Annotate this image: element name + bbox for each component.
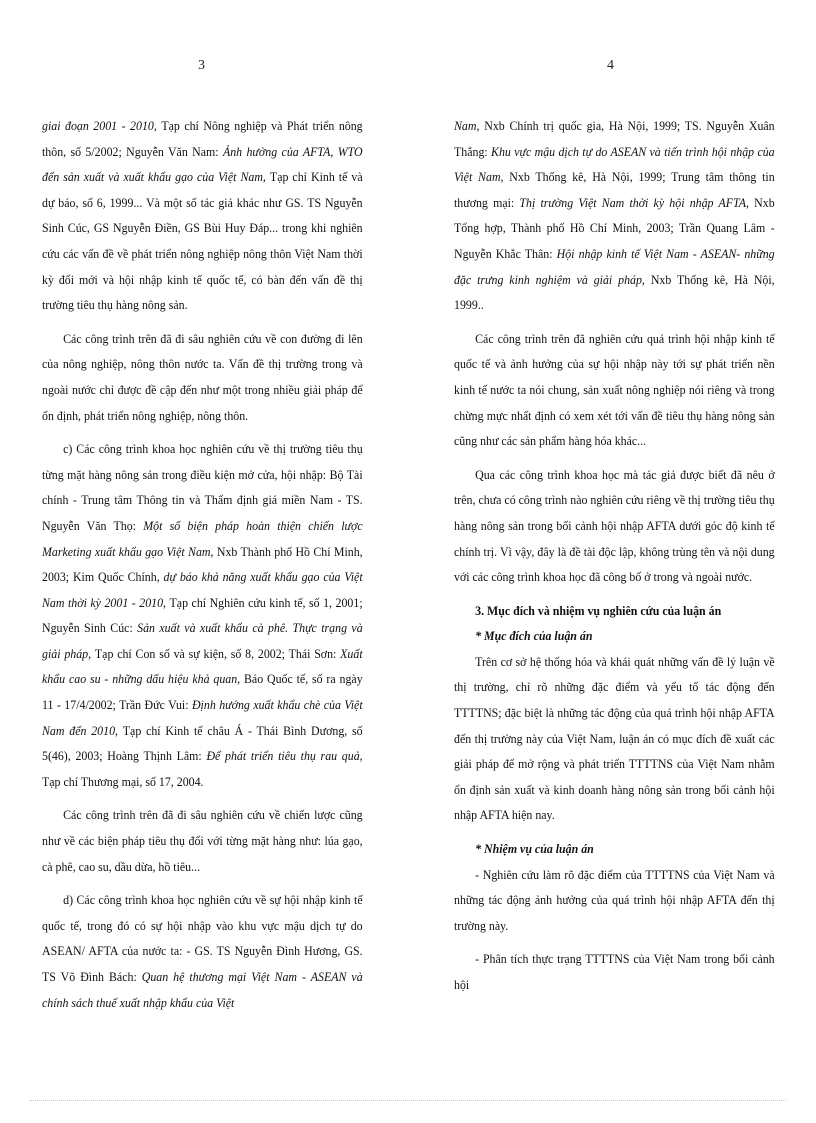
section-heading: 3. Mục đích và nhiệm vụ nghiên cứu của luận án — [475, 603, 722, 618]
paragraph — [42, 888, 363, 1016]
text-run: Tạp chí Kinh tế châu Á - Thái Bình Dương, số 5(46), 2003; Hoàng Thịnh Lâm: — [42, 723, 363, 764]
text-run: d) Các công trình khoa học nghiên cứu về sự hội nhập kinh tế quốc tế, trong đó có sự hội nhập vào khu vực mậu dịch tự do ASEAN/ AFTA của nước ta: - GS. TS Nguyễn Đình Hương, GS. TS Võ Đình Bách: — [42, 893, 363, 984]
italic-text-run: giai đoạn 2001 - 2010, — [42, 119, 162, 133]
text-run: Nxb Thành phố Hồ Chí Minh, 2003; Kim Quốc Chính, — [42, 544, 363, 585]
italic-text-run: Nam, — [454, 119, 485, 133]
subsection-heading-purpose: * Mục đích của luận án — [475, 629, 593, 644]
italic-text-run: Xuất khẩu cao su - những dấu hiệu khả quan, — [42, 646, 363, 687]
text-run: Tạp chí Thương mại, số 17, 2004. — [42, 774, 204, 789]
text-run: c) Các công trình khoa học nghiên cứu về thị trường tiêu thụ từng mặt hàng nông sản trong điều kiện mở cửa, hội nhập: Bộ Tài chính - Trung tâm Thông tin và Thẩm định giá miền Nam - TS. Nguyễn Văn Thọ: — [42, 442, 363, 533]
text-run: Tạp chí Kinh tế và dự báo, số 6, 1999... Và một số tác giả khác như GS. TS Nguyễn Sinh Cúc, GS Nguyễn Điền, GS Bùi Huy Đáp... trong khi nghiên cứu các vấn đề về phát triển nông nghiệp nông thôn Việt Nam thời kỳ đổi mới và hội nhập kinh tế quốc tế, có bàn đến vấn đề thị trường tiêu thụ hàng nông sản. — [42, 170, 363, 313]
text-run: Các công trình trên đã nghiên cứu quá trình hội nhập kinh tế quốc tế và ảnh hưởng của sự hội nhập này tới sự phát triển nền kinh tế nước ta nói chung, sản xuất nông nghiệp nói riêng và trong chừng mực nhất định có xem xét tới vấn đề tiêu thụ hàng nông sản cũng như các sản phẩm hàng hóa khác... — [454, 331, 775, 449]
paragraph — [42, 803, 363, 880]
paragraph — [42, 114, 363, 319]
text-run: - Phân tích thực trạng TTTTNS của Việt Nam trong bối cảnh hội — [454, 952, 775, 992]
page-number-left: 3 — [198, 58, 205, 73]
text-run: Nxb Chính trị quốc gia, Hà Nội, 1999; TS. Nguyễn Xuân Thắng: — [454, 119, 775, 159]
text-run: Tạp chí Nghiên cứu kinh tế, số 1, 2001; Nguyễn Sinh Cúc: — [42, 595, 363, 636]
paragraph — [454, 863, 775, 940]
italic-text-run: Định hướng xuất khẩu chè của Việt Nam đến 2010, — [42, 698, 363, 738]
paragraph — [454, 650, 775, 829]
paragraph — [454, 463, 775, 591]
paragraph — [454, 327, 775, 455]
text-run: Tạp chí Nông nghiệp và Phát triển nông thôn, số 5/2002; Nguyễn Văn Nam: — [42, 119, 363, 159]
italic-text-run: Ảnh hưởng của AFTA, WTO đến sản xuất và xuất khẩu gạo của Việt Nam, — [42, 144, 363, 185]
text-run: Nxb Tổng hợp, Thành phố Hồ Chí Minh, 2003; Trần Quang Lâm - Nguyễn Khắc Thân: — [454, 195, 775, 261]
paragraph — [454, 114, 775, 319]
paragraph — [42, 437, 363, 795]
page-number-right: 4 — [607, 58, 614, 73]
text-run: Các công trình trên đã đi sâu nghiên cứu về con đường đi lên của nông nghiệp, nông thôn nước ta. Vấn đề thị trường trong và ngoài nước chỉ được đề cập đến như một trong nhiều giải pháp để ổn định, phát triển nông nghiệp, nông thôn. — [42, 331, 363, 423]
italic-text-run: Quan hệ thương mại Việt Nam - ASEAN và chính sách thuế xuất nhập khẩu của Việt — [42, 970, 363, 1010]
paragraph — [42, 327, 363, 429]
text-run: - Nghiên cứu làm rõ đặc điểm của TTTTNS của Việt Nam và những tác động ảnh hưởng của quá trình hội nhập AFTA đến thị trường này. — [454, 867, 775, 933]
paragraph — [454, 947, 775, 998]
italic-text-run: Hội nhập kinh tế Việt Nam - ASEAN- những đặc trưng kinh nghiệm và giải pháp, — [454, 246, 775, 287]
subsection-heading-tasks: * Nhiệm vụ của luận án — [475, 842, 594, 857]
italic-text-run: Sản xuất và xuất khẩu cà phê. Thực trạng và giải pháp, — [42, 621, 363, 661]
italic-text-run: Để phát triển tiêu thụ rau quả, — [206, 749, 363, 764]
text-run: Báo Quốc tế, số ra ngày 11 - 17/4/2002; Trần Đức Vui: — [42, 672, 363, 713]
text-run: Các công trình trên đã đi sâu nghiên cứu về chiến lược cũng như về các biện pháp tiêu thụ đối với từng mặt hàng như: lúa gạo, cà phê, cao su, dầu dừa, hồ tiêu... — [42, 808, 363, 874]
italic-text-run: Một số biện pháp hoàn thiện chiến lược Marketing xuất khẩu gạo Việt Nam, — [42, 518, 363, 559]
left-page-column — [42, 114, 363, 1024]
footer-divider — [30, 1100, 786, 1101]
italic-text-run: Thị trường Việt Nam thời kỳ hội nhập AFTA, — [519, 195, 755, 210]
text-run: Trên cơ sở hệ thống hóa và khái quát những vấn đề lý luận về thị trường, chỉ rõ những đặc điểm và yếu tố tác động đến TTTTNS; đặc biệt là những tác động của quá trình hội nhập AFTA đến thị trường này của Việt Nam, luận án có mục đích đề xuất các giải pháp để mở rộng và phát triển TTTTNS của Việt Nam nhằm ổn định sản xuất và kinh doanh hàng nông sản trong bối cảnh hội nhập AFTA hiện nay. — [454, 654, 775, 823]
text-run: Nxb Thống kê, Hà Nội, 1999; Trung tâm thông tin thương mại: — [454, 170, 775, 210]
text-run: Qua các công trình khoa học mà tác giả được biết đã nêu ở trên, chưa có công trình nào nghiên cứu riêng về thị trường tiêu thụ hàng nông sản trong bối cảnh hội nhập AFTA dưới góc độ kinh tế chính trị. Vì vậy, đây là đề tài độc lập, không trùng tên và nội dung với các công trình khoa học đã công bố ở trong và ngoài nước. — [454, 467, 775, 585]
text-run: Nxb Thống kê, Hà Nội, 1999.. — [454, 272, 775, 313]
italic-text-run: dự báo khả năng xuất khẩu gạo của Việt Nam thời kỳ 2001 - 2010, — [42, 570, 363, 610]
right-page-column — [454, 114, 775, 1007]
italic-text-run: Khu vực mậu dịch tự do ASEAN và tiến trình hội nhập của Việt Nam, — [454, 144, 775, 185]
text-run: Tạp chí Con số và sự kiện, số 8, 2002; Thái Sơn: — [94, 646, 341, 661]
